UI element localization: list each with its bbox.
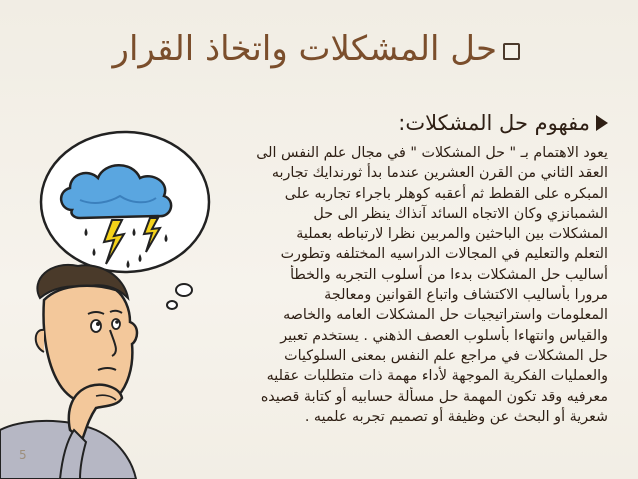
body-line: العقد الثاني من القرن العشرين عندما بدأ ثورندايك تجاربه <box>271 165 608 182</box>
body-line: أساليب حل المشكلات بدءا من أسلوب التجربه والخطأ <box>290 266 608 283</box>
checkbox-icon <box>503 43 520 60</box>
body-line: حل المشكلات في مراجع علم النفس بمعنى السلوكيات <box>284 347 608 364</box>
body-paragraph <box>208 143 608 427</box>
body-line: الشمبانزي وكان الاتجاه السائد آنذاك ينظر الى حل <box>313 205 608 222</box>
title-wrap <box>113 29 520 69</box>
body-line: التعلم والتعليم في المجالات الدراسيه المختلفه وتطورت <box>280 246 608 263</box>
thinking-man-icon <box>0 265 137 479</box>
page-number: 5 <box>19 448 27 462</box>
body-line: المشكلات بين الباحثين والمربين نظرا لارتباطه بعملية <box>296 226 608 243</box>
title-bar <box>0 0 638 98</box>
slide-title: حل المشكلات واتخاذ القرار <box>112 29 497 69</box>
body-line: شعرية أو البحث عن وظيفة أو تصميم تجربه علميه . <box>304 408 608 425</box>
body-line: مرورا بأساليب الاكتشاف واتباع القوانين ومعالجة <box>324 287 608 304</box>
body-line: معرفيه وقد تكون المهمة حل مسألة حسابيه أو كتابة قصيده <box>260 388 608 405</box>
body-line: والعمليات الفكرية الموجهة لأداء مهمة ذات متطلبات عقليه <box>266 368 608 385</box>
subheading-text: مفهوم حل المشكلات: <box>398 111 590 135</box>
thinking-man-illustration <box>0 130 230 479</box>
body-line: المبكره على القطط ثم أعقبه كوهلر باجراء تجاربه على <box>284 185 608 202</box>
subheading <box>308 111 608 135</box>
body-line: المعلومات واستراتيجيات حل المشكلات العامه والخاصه <box>283 307 608 324</box>
body-line: والقياس وانتهاءا بأسلوب العصف الذهني . يستخدم تعبير <box>280 327 608 344</box>
body-line: يعود الاهتمام بـ " حل المشكلات " في مجال علم النفس الى <box>256 145 608 161</box>
arrow-right-icon <box>596 115 608 131</box>
